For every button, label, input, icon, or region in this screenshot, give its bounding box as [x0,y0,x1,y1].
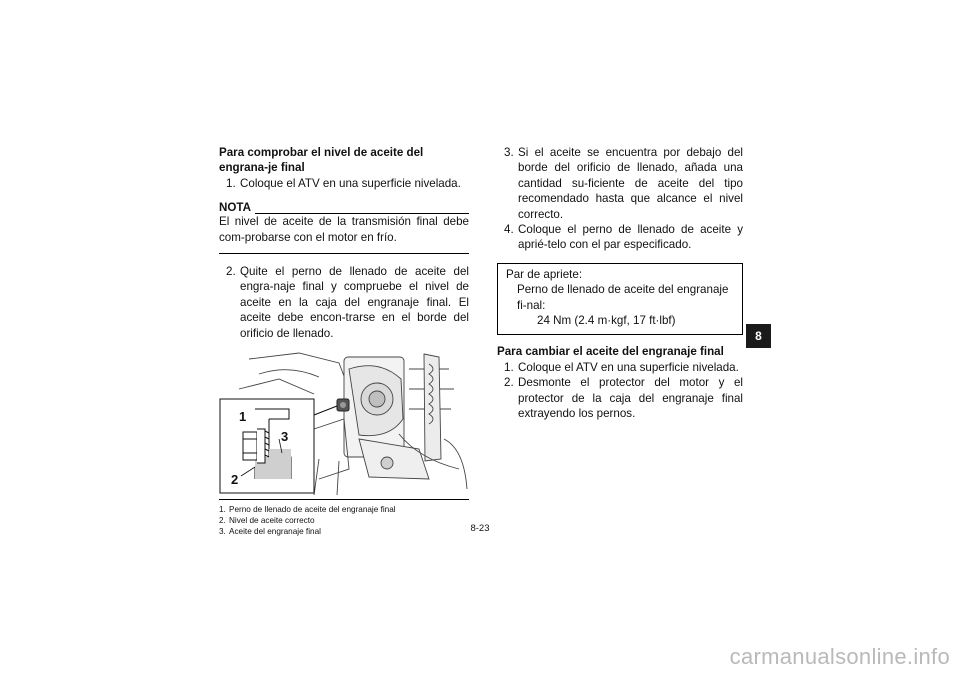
step-number: 1. [504,360,514,374]
nota-rule [255,205,469,214]
caption-text: Perno de llenado de aceite del engranaje final [229,505,396,515]
chapter-tab: 8 [746,324,771,348]
caption-text: Nivel de aceite correcto [229,516,315,526]
nota-end-rule [219,253,469,254]
figure-label-2: 2 [231,472,239,488]
step-number: 3. [504,146,514,159]
gear-case-drawing [219,349,469,495]
step-text: Coloque el ATV en una superficie nivelada. [240,176,461,190]
torque-title: Par de apriete: [506,267,583,281]
step-text: Desmonte el protector del motor y el protector de la caja del engranaje final extrayendo los pernos. [518,376,743,421]
gear-case-illustration [219,349,469,495]
change-step-2 [497,375,743,421]
page-number: 8-23 [470,523,490,534]
right-column [497,145,743,422]
caption-item [219,504,469,515]
step-text: Quite el perno de llenado de aceite del engra-naje final y compruebe el nivel de aceite en la caja del engranaje final. El aceite debe encon-trarse en el borde del orificio de llenado. [240,265,469,340]
nota-text: El nivel de aceite de la transmisión final debe com-probarse con el motor en frío. [219,215,469,244]
left-column [219,145,469,538]
caption-item [219,526,469,537]
step-3 [497,145,743,222]
step-1 [219,176,469,191]
step-text: Coloque el perno de llenado de aceite y aprié-telo con el par especificado. [518,223,743,252]
step-2 [219,264,469,341]
caption-number: 3. [219,527,226,537]
caption-item [219,515,469,526]
nota-header [219,201,469,214]
step-number: 2. [504,376,514,390]
torque-value: 24 Nm (2.4 m·kgf, 17 ft·lbf) [537,314,676,328]
step-number: 2. [226,265,236,279]
step-text: Si el aceite se encuentra por debajo del borde del orificio de llenado, añada una cantidad su-ficiente de aceite del tipo recomendado hasta que alcance el nivel correcto. [518,146,743,221]
torque-item: Perno de llenado de aceite del engranaje fi-nal: [517,283,729,312]
caption-text: Aceite del engranaje final [229,527,321,537]
figure-label-3: 3 [281,429,289,445]
bolt-in-scene-icon [337,399,349,411]
nota-label: NOTA [219,201,251,215]
figure-label-1: 1 [239,409,247,425]
torque-spec-box [497,263,743,336]
fill-bolt-icon [243,429,269,463]
section-heading-change: Para cambiar el aceite del engranaje final [497,345,724,359]
step-4 [497,222,743,253]
caption-number: 2. [219,516,226,526]
step-text: Coloque el ATV en una superficie nivelada. [518,360,739,374]
step-number: 1. [226,176,236,190]
section-heading-check: Para comprobar el nivel de aceite del engrana-je final [219,146,424,175]
step-number: 4. [504,223,514,237]
watermark-text: carmanualsonline.info [729,644,950,669]
caption-number: 1. [219,505,226,515]
change-step-1 [497,360,743,375]
figure-captions [219,499,469,538]
